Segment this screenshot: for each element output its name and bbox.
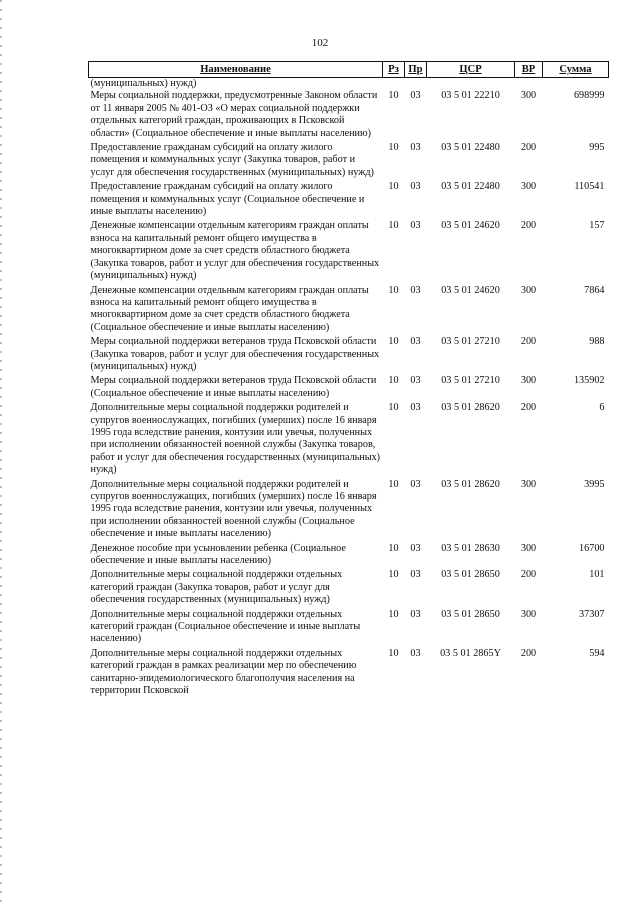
cell-csr: 03 5 01 28630 — [441, 542, 500, 554]
header-pr: Пр — [405, 62, 427, 78]
cell-vr: 300 — [520, 542, 537, 554]
cell-name: Денежное пособие при усыновлении ребенка (Социальное обеспечение и иные выплаты населению) — [90, 542, 346, 567]
cell-csr: 03 5 01 22480 — [441, 181, 500, 193]
cell-csr: 03 5 01 24620 — [441, 220, 500, 232]
table-row — [89, 569, 609, 608]
cell-csr: 03 5 01 28650 — [441, 608, 500, 620]
cell-vr: 300 — [520, 608, 537, 620]
cell-sum: 6 — [599, 402, 605, 414]
cell-csr: 03 5 01 28650 — [441, 569, 500, 581]
table-row — [89, 90, 609, 142]
cell-name: Предоставление гражданам субсидий на оплату жилого помещения и коммунальных услуг (Закупка товаров, работ и услуг для обеспечения государственных (муниципальных) нужд) — [90, 142, 374, 178]
cell-rz: 10 — [388, 142, 399, 154]
cell-vr: 300 — [520, 284, 537, 296]
header-vr: ВР — [515, 62, 543, 78]
continuation-row — [89, 78, 609, 91]
cell-sum: 110541 — [574, 181, 605, 193]
table-row — [89, 648, 609, 700]
cell-sum: 37307 — [579, 608, 605, 620]
cell-vr: 300 — [520, 181, 537, 193]
cell-pr: 03 — [410, 478, 421, 490]
cell-rz: 10 — [388, 336, 399, 348]
header-name: Наименование — [89, 62, 383, 78]
cell-csr: 03 5 01 28620 — [441, 478, 500, 490]
cell-pr: 03 — [410, 569, 421, 581]
table-body — [89, 78, 609, 700]
cell-pr: 03 — [410, 542, 421, 554]
header-sum: Сумма — [543, 62, 609, 78]
page-number: 102 — [311, 37, 329, 49]
continuation-text: (муниципальных) нужд) — [90, 78, 197, 89]
table-header-row — [89, 62, 609, 78]
table-row — [89, 543, 609, 570]
cell-csr: 03 5 01 27210 — [441, 336, 500, 348]
cell-name: Предоставление гражданам субсидий на оплату жилого помещения и коммунальных услуг (Социальное обеспечение и иные выплаты населению) — [90, 181, 365, 218]
cell-sum: 698999 — [573, 90, 605, 102]
cell-name: Дополнительные меры социальной поддержки родителей и супругов военнослужащих, погибших (умерших) после 16 января 1995 года вследствие ранения, контузии или увечья, полученных при исполнении обязанностей военной службы (Социальное обеспечение и иные выплаты населению) — [90, 478, 377, 540]
cell-name: Дополнительные меры социальной поддержки отдельных категорий граждан в рамках реализации мер по обеспечению санитарно-эпидемиологического благополучия населения на территории Псковской — [90, 647, 357, 697]
cell-csr: 03 5 01 22210 — [441, 90, 500, 102]
cell-pr: 03 — [410, 181, 421, 193]
cell-sum: 594 — [589, 647, 605, 659]
cell-pr: 03 — [410, 647, 421, 659]
header-csr: ЦСР — [427, 62, 515, 78]
table-row — [89, 181, 609, 220]
cell-pr: 03 — [410, 284, 421, 296]
cell-rz: 10 — [388, 284, 399, 296]
table-row — [89, 142, 609, 181]
cell-vr: 300 — [520, 375, 537, 387]
cell-vr: 200 — [520, 647, 537, 659]
cell-rz: 10 — [388, 608, 399, 620]
cell-pr: 03 — [410, 90, 421, 102]
cell-name: Меры социальной поддержки, предусмотренные Законом области от 11 января 2005 № 401-ОЗ «О мерах социальной поддержки отдельных категорий граждан, проживающих в Псковской области» (Социальное обеспечение и иные выплаты населению) — [90, 90, 378, 139]
budget-table — [88, 61, 609, 700]
table-row — [89, 336, 609, 375]
cell-vr: 200 — [520, 142, 537, 154]
cell-name: Дополнительные меры социальной поддержки родителей и супругов военнослужащих, погибших (умерших) после 16 января 1995 года вследствие ранения, контузии или увечья, полученных при исполнении обязанностей военной службы (Закупка товаров, работ и услуг для обеспечения государственных (муниципальных) нужд) — [90, 402, 381, 476]
cell-name: Дополнительные меры социальной поддержки отдельных категорий граждан (Социальное обеспечение и иные выплаты населению) — [90, 608, 361, 645]
cell-vr: 200 — [520, 402, 537, 414]
cell-csr: 03 5 01 22480 — [441, 142, 500, 154]
cell-pr: 03 — [410, 220, 421, 232]
cell-sum: 995 — [589, 142, 605, 154]
cell-rz: 10 — [388, 569, 399, 581]
cell-rz: 10 — [388, 375, 399, 387]
cell-sum: 157 — [589, 220, 605, 232]
cell-pr: 03 — [410, 402, 421, 414]
left-margin-scan-marks — [0, 0, 2, 905]
table-row — [89, 479, 609, 543]
cell-rz: 10 — [388, 402, 399, 414]
cell-sum: 16700 — [579, 542, 605, 554]
cell-sum: 101 — [589, 569, 605, 581]
cell-rz: 10 — [388, 90, 399, 102]
budget-table-container — [88, 61, 608, 700]
cell-name: Меры социальной поддержки ветеранов труда Псковской области (Закупка товаров, работ и услуг для обеспечения государственных (муниципальных) нужд) — [90, 336, 380, 372]
cell-sum: 3995 — [584, 478, 605, 490]
cell-vr: 200 — [520, 336, 537, 348]
cell-rz: 10 — [388, 542, 399, 554]
cell-csr: 03 5 01 27210 — [441, 375, 500, 387]
cell-vr: 300 — [520, 478, 537, 490]
table-row — [89, 220, 609, 284]
cell-csr: 03 5 01 24620 — [441, 284, 500, 296]
table-row — [89, 609, 609, 648]
cell-rz: 10 — [388, 647, 399, 659]
cell-pr: 03 — [410, 336, 421, 348]
cell-sum: 135902 — [573, 375, 605, 387]
cell-rz: 10 — [388, 181, 399, 193]
cell-csr: 03 5 01 28620 — [441, 402, 500, 414]
cell-name: Денежные компенсации отдельным категориям граждан оплаты взноса на капитальный ремонт общего имущества в многоквартирном доме за счет средств областного бюджета (Социальное обеспечение и иные выплаты населению) — [90, 284, 369, 333]
cell-pr: 03 — [410, 142, 421, 154]
header-rz: Рз — [383, 62, 405, 78]
cell-name: Денежные компенсации отдельным категориям граждан оплаты взноса на капитальный ремонт общего имущества в многоквартирном доме за счет средств областного бюджета (Закупка товаров, работ и услуг для обеспечения государственных (муниципальных) нужд) — [90, 220, 380, 282]
cell-sum: 988 — [589, 336, 605, 348]
cell-vr: 200 — [520, 220, 537, 232]
cell-rz: 10 — [388, 478, 399, 490]
cell-rz: 10 — [388, 220, 399, 232]
cell-csr: 03 5 01 2865Y — [440, 647, 501, 659]
cell-vr: 300 — [520, 90, 537, 102]
cell-pr: 03 — [410, 375, 421, 387]
cell-name: Дополнительные меры социальной поддержки отдельных категорий граждан (Закупка товаров, работ и услуг для обеспечения государственных (муниципальных) нужд) — [90, 569, 343, 606]
cell-name: Меры социальной поддержки ветеранов труда Псковской области (Социальное обеспечение и иные выплаты населению) — [90, 375, 377, 399]
table-row — [89, 402, 609, 478]
cell-sum: 7864 — [584, 284, 605, 296]
table-row — [89, 285, 609, 337]
cell-pr: 03 — [410, 608, 421, 620]
cell-vr: 200 — [520, 569, 537, 581]
table-row — [89, 375, 609, 402]
